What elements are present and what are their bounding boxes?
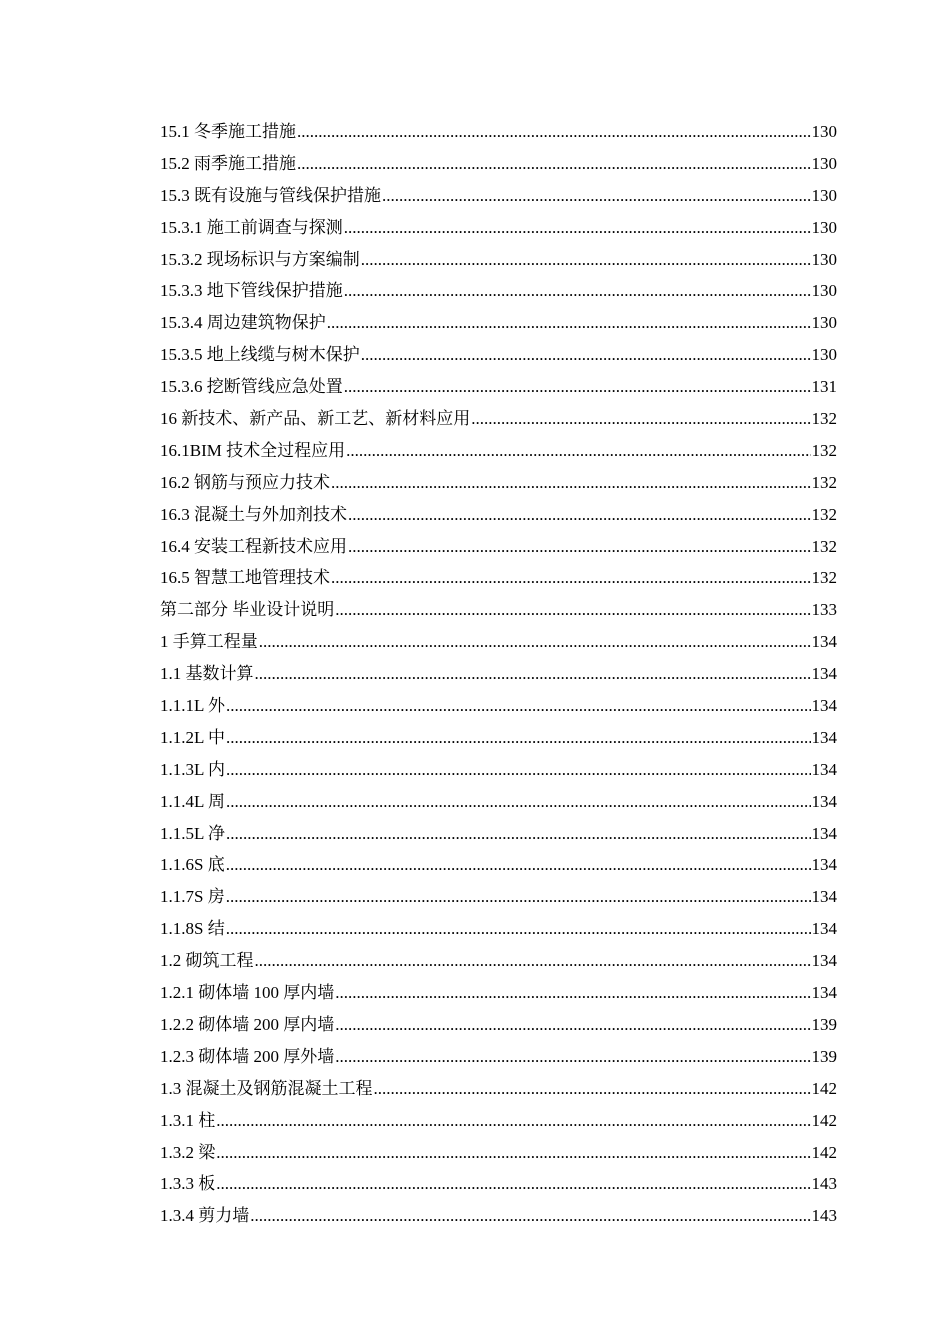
toc-dot-leader [348, 499, 811, 531]
toc-entry[interactable] [160, 1200, 837, 1232]
toc-entry[interactable] [160, 1168, 837, 1200]
toc-entry-title: 1.2.2 砌体墙 200 厚内墙 [160, 1014, 335, 1034]
toc-entry-page-number: 134 [811, 983, 837, 1003]
toc-dot-leader [344, 275, 811, 307]
toc-entry-title: 1.1.5L 净 [160, 823, 226, 843]
toc-entry-page-number: 142 [811, 1078, 837, 1098]
toc-entry-page-number: 130 [811, 217, 837, 237]
toc-entry-page-number: 132 [811, 440, 837, 460]
toc-entry[interactable] [160, 690, 837, 722]
toc-entry[interactable] [160, 212, 837, 244]
toc-entry-page-number: 134 [811, 696, 837, 716]
toc-dot-leader [255, 945, 811, 977]
toc-entry-page-number: 132 [811, 472, 837, 492]
toc-dot-leader [361, 244, 811, 276]
toc-entry-page-number: 139 [811, 1014, 837, 1034]
toc-entry-page-number: 134 [811, 855, 837, 875]
toc-dot-leader [226, 754, 810, 786]
toc-entry-page-number: 134 [811, 919, 837, 939]
toc-entry[interactable] [160, 116, 837, 148]
toc-entry-title: 1.3.2 梁 [160, 1142, 216, 1162]
toc-entry[interactable] [160, 594, 837, 626]
toc-entry[interactable] [160, 499, 837, 531]
toc-entry-title: 1.1.2L 中 [160, 727, 226, 747]
toc-dot-leader [361, 339, 811, 371]
toc-entry[interactable] [160, 1009, 837, 1041]
toc-entry-title: 16.2 钢筋与预应力技术 [160, 472, 330, 492]
toc-entry[interactable] [160, 275, 837, 307]
toc-entry-title: 1.3.1 柱 [160, 1110, 216, 1130]
toc-entry-page-number: 143 [811, 1206, 837, 1226]
toc-entry[interactable] [160, 1137, 837, 1169]
toc-entry-page-number: 132 [811, 568, 837, 588]
toc-dot-leader [250, 1200, 810, 1232]
toc-entry[interactable] [160, 722, 837, 754]
toc-entry-title: 16.1BIM 技术全过程应用 [160, 440, 346, 460]
toc-dot-leader [297, 148, 811, 180]
toc-entry[interactable] [160, 1105, 837, 1137]
toc-entry[interactable] [160, 945, 837, 977]
toc-entry-page-number: 134 [811, 951, 837, 971]
toc-dot-leader [226, 690, 810, 722]
toc-dot-leader [297, 116, 811, 148]
toc-entry-title: 15.3.1 施工前调查与探测 [160, 217, 343, 237]
toc-entry[interactable] [160, 1073, 837, 1105]
toc-entry-page-number: 132 [811, 536, 837, 556]
toc-entry[interactable] [160, 307, 837, 339]
toc-entry-page-number: 134 [811, 664, 837, 684]
toc-dot-leader [216, 1105, 810, 1137]
toc-entry-title: 15.3.5 地上线缆与树木保护 [160, 345, 360, 365]
toc-dot-leader [255, 658, 811, 690]
toc-entry-page-number: 134 [811, 791, 837, 811]
toc-dot-leader [327, 307, 811, 339]
toc-entry-title: 16 新技术、新产品、新工艺、新材料应用 [160, 409, 471, 429]
toc-entry-page-number: 142 [811, 1142, 837, 1162]
toc-dot-leader [259, 626, 811, 658]
toc-dot-leader [226, 786, 810, 818]
toc-entry-page-number: 130 [811, 153, 837, 173]
toc-entry-title: 15.1 冬季施工措施 [160, 122, 296, 141]
toc-entry[interactable] [160, 818, 837, 850]
toc-entry[interactable] [160, 849, 837, 881]
toc-entry-title: 15.3.2 现场标识与方案编制 [160, 249, 360, 269]
toc-entry[interactable] [160, 977, 837, 1009]
toc-entry-page-number: 134 [811, 887, 837, 907]
toc-entry-title: 16.5 智慧工地管理技术 [160, 568, 330, 588]
toc-entry[interactable] [160, 339, 837, 371]
toc-entry-title: 1.2.1 砌体墙 100 厚内墙 [160, 983, 335, 1003]
toc-dot-leader [344, 371, 811, 403]
toc-entry[interactable] [160, 148, 837, 180]
toc-entry[interactable] [160, 786, 837, 818]
toc-entry-page-number: 130 [811, 185, 837, 205]
toc-entry[interactable] [160, 562, 837, 594]
toc-entry-title: 1.2.3 砌体墙 200 厚外墙 [160, 1046, 335, 1066]
toc-entry-page-number: 130 [811, 313, 837, 333]
toc-entry-title: 15.3.3 地下管线保护措施 [160, 281, 343, 301]
toc-entry[interactable] [160, 467, 837, 499]
toc-dot-leader [226, 881, 811, 913]
toc-dot-leader [226, 818, 810, 850]
toc-entry-page-number: 130 [811, 249, 837, 269]
toc-entry[interactable] [160, 626, 837, 658]
toc-entry-title: 第二部分 毕业设计说明 [160, 600, 335, 620]
toc-dot-leader [226, 913, 811, 945]
toc-entry-title: 15.3.6 挖断管线应急处置 [160, 377, 343, 397]
toc-entry-title: 1.2 砌筑工程 [160, 951, 254, 971]
toc-entry-page-number: 130 [811, 122, 837, 141]
toc-dot-leader [344, 212, 811, 244]
toc-entry-page-number: 143 [811, 1174, 837, 1194]
toc-dot-leader [346, 435, 810, 467]
toc-entry-title: 1.3.3 板 [160, 1174, 216, 1194]
toc-entry-page-number: 130 [811, 345, 837, 365]
toc-entry-title: 15.3.4 周边建筑物保护 [160, 313, 326, 333]
toc-entry-page-number: 134 [811, 823, 837, 843]
toc-dot-leader [335, 594, 810, 626]
toc-dot-leader [335, 977, 810, 1009]
toc-dot-leader [335, 1041, 810, 1073]
toc-dot-leader [471, 403, 810, 435]
toc-entry-page-number: 142 [811, 1110, 837, 1130]
toc-entry-title: 1.1.8S 结 [160, 919, 225, 939]
toc-dot-leader [374, 1073, 811, 1105]
toc-entry-title: 1.1.1L 外 [160, 696, 226, 716]
toc-entry[interactable] [160, 754, 837, 786]
toc-entry[interactable] [160, 881, 837, 913]
toc-entry[interactable] [160, 531, 837, 563]
toc-entry-title: 1.1.6S 底 [160, 855, 225, 875]
toc-dot-leader [226, 849, 811, 881]
toc-entry-title: 1.1.7S 房 [160, 887, 225, 907]
toc-entry[interactable] [160, 244, 837, 276]
toc-entry[interactable] [160, 1041, 837, 1073]
toc-dot-leader [226, 722, 810, 754]
table-of-contents [160, 116, 837, 1232]
toc-dot-leader [331, 562, 811, 594]
toc-entry-page-number: 134 [811, 727, 837, 747]
toc-dot-leader [348, 531, 811, 563]
toc-entry-page-number: 139 [811, 1046, 837, 1066]
toc-entry[interactable] [160, 403, 837, 435]
toc-entry-title: 1.1 基数计算 [160, 664, 254, 684]
toc-entry-title: 15.2 雨季施工措施 [160, 153, 296, 173]
toc-entry[interactable] [160, 658, 837, 690]
toc-dot-leader [382, 180, 811, 212]
toc-entry-page-number: 131 [811, 377, 837, 397]
toc-entry-page-number: 133 [811, 600, 837, 620]
toc-entry-title: 1 手算工程量 [160, 632, 258, 652]
toc-entry[interactable] [160, 180, 837, 212]
toc-entry-page-number: 134 [811, 759, 837, 779]
toc-dot-leader [331, 467, 811, 499]
toc-entry-page-number: 130 [811, 281, 837, 301]
toc-entry-page-number: 134 [811, 632, 837, 652]
toc-dot-leader [216, 1168, 810, 1200]
toc-entry-title: 15.3 既有设施与管线保护措施 [160, 185, 381, 205]
toc-entry-title: 1.3 混凝土及钢筋混凝土工程 [160, 1078, 373, 1098]
toc-entry-page-number: 132 [811, 409, 837, 429]
toc-dot-leader [216, 1137, 810, 1169]
toc-entry[interactable] [160, 435, 837, 467]
toc-entry-title: 1.1.4L 周 [160, 791, 226, 811]
toc-entry-title: 1.3.4 剪力墙 [160, 1206, 250, 1226]
toc-entry-page-number: 132 [811, 504, 837, 524]
toc-entry-title: 16.3 混凝土与外加剂技术 [160, 504, 347, 524]
toc-entry[interactable] [160, 913, 837, 945]
toc-entry[interactable] [160, 371, 837, 403]
toc-entry-title: 1.1.3L 内 [160, 759, 226, 779]
toc-dot-leader [335, 1009, 810, 1041]
toc-entry-title: 16.4 安装工程新技术应用 [160, 536, 347, 556]
